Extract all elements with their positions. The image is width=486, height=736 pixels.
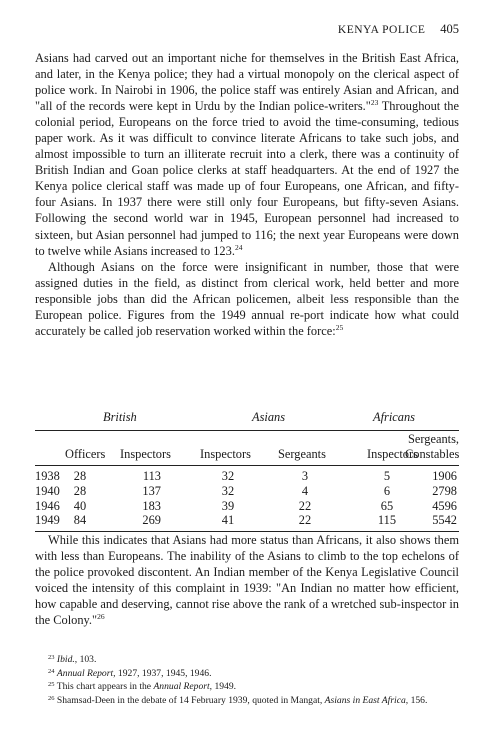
footnote-24: $^{24}$ Annual Report, 1927, 1937, 1945, 1946.	[48, 667, 212, 679]
running-header	[0, 22, 459, 37]
footnote-ref-25: 25	[335, 322, 344, 332]
paragraph-1: Asians had carved out an important niche for themselves in the British East Africa, and later, in the Kenya police; they had a virtual monopoly on the clerical aspect of police work. In Nairobi in 1906, the police staff was entirely Asian and African, and "all of the records were kept in Urdu by the Indian police-writers."$^{23}$ Throughout the colonial period, Europeans on the force tried to avoid the time-consuming, tedious paper work. As it was difficult to convince literate Africans to take such jobs, and almost impossible to turn an illiterate recruit into a clerk, there was a continuity of British Indian and Goan police clerks at staff headquarters. At the end of 1927 the Kenya police clerical staff was made up of four Europeans, one African, and fifty-four Asians. In 1937 there were still only four Europeans, but fifty-seven Asians. Following the second world war in 1945, European personnel had increased to sixteen, but Asian personnel had jumped to 116; the next year Europeans were down to twelve while Asians increased to 123.24	[35, 51, 459, 258]
body-text-top	[35, 50, 459, 339]
table-row: 1946 40 183 39 22 65 4596	[35, 498, 457, 513]
col-constables: Constables	[405, 447, 460, 461]
running-title: KENYA POLICE	[337, 24, 426, 36]
paragraph-2: Although Asians on the force were insignificant in number, those that were assigned duties in the field, as distinct from clerical work, held better and more responsible jobs than did the African policemen, albeit less responsible than the European police. Figures from the 1949 annual re-port indicate how what could accurately be called job reservation worked within the force:$^{25}$	[35, 259, 459, 338]
personnel-table	[35, 410, 459, 532]
col-inspectors-british: Inspectors	[120, 447, 171, 461]
table-row: 1938 28 113 32 3 5 1906	[35, 469, 457, 483]
footnote-25: $^{25}$ This chart appears in the Annual Report, 1949.	[48, 681, 237, 693]
footnote-ref-24: 24	[234, 242, 243, 252]
col-officers: Officers	[65, 447, 106, 461]
footnotes	[35, 653, 459, 708]
group-asians: Asians	[252, 410, 286, 424]
table-row: 1940 28 137 32 4 6 2798	[35, 483, 457, 498]
group-british: British	[103, 410, 137, 424]
footnote-ref-23: 23	[370, 98, 379, 108]
col-sergeants-africans: Sergeants,	[407, 432, 459, 446]
group-africans: Africans	[373, 410, 415, 424]
table-column-header	[35, 431, 459, 465]
col-sergeants-asians: Sergeants	[278, 447, 326, 461]
col-inspectors-africans: Inspectors	[367, 447, 418, 461]
footnote-23: $^{23}$ Ibid., 103.	[48, 654, 97, 665]
footnote-26: $^{26}$ Shamsad-Deen in the debate of 14 February 1939, quoted in Mangat, Asians in East Africa, 156.	[48, 695, 428, 707]
table-group-header	[35, 410, 459, 426]
table-row: 1949 84 269 41 22 115 5542	[35, 513, 457, 528]
col-inspectors-asians: Inspectors	[200, 447, 251, 461]
footnote-ref-26: 26	[97, 612, 105, 622]
paragraph-3: While this indicates that Asians had more status than Africans, it also shows them with less than Europeans. The inability of the Asians to climb to the top echelons of the police provoked discontent. An Indian member of the Kenya Legislative Council voiced the intensity of this complaint in 1939: "An Indian no matter how efficient, how capable and deserving, cannot rise above the rank of a wretched sub-inspector in the Colony."$^{26}$	[35, 533, 459, 628]
page-number: 405	[440, 22, 459, 36]
body-text-bottom	[35, 532, 459, 628]
